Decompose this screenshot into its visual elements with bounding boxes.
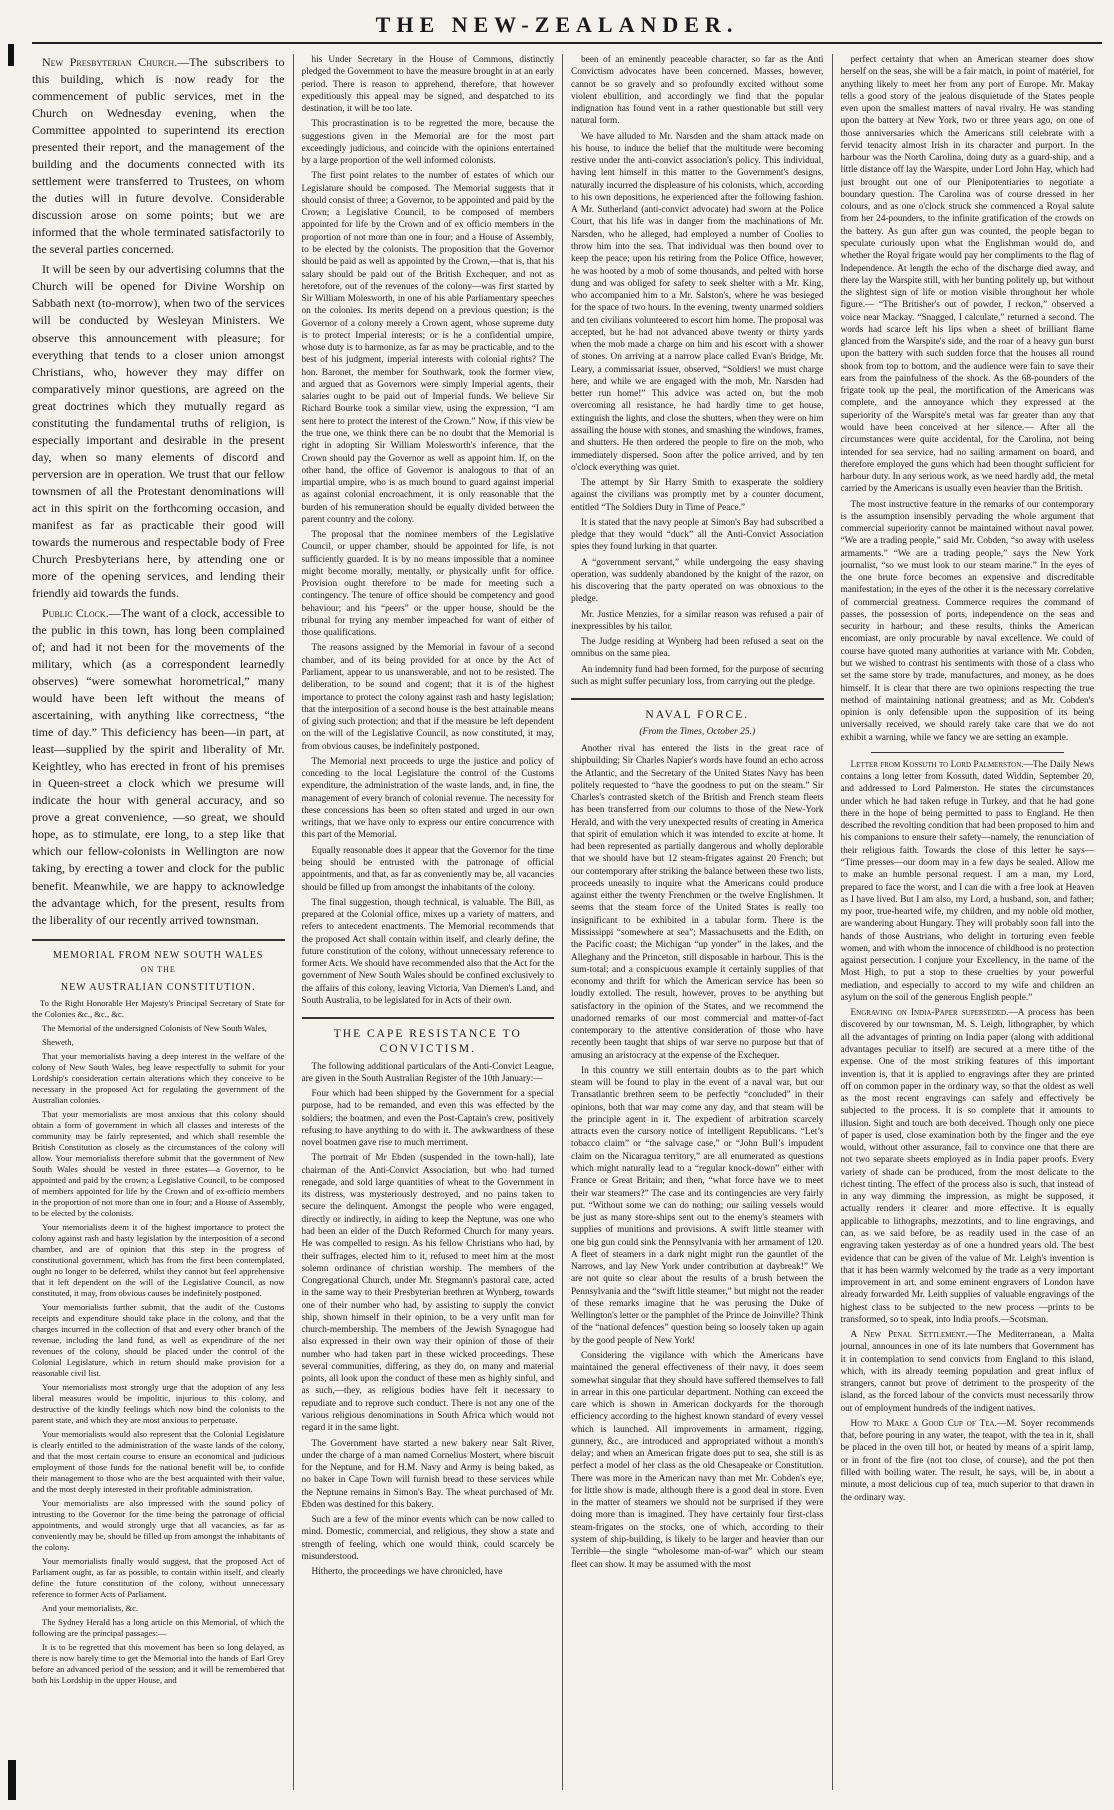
article-paragraph: In this country we still entertain doubts as to the part which steam will be found to play in the event of a naval war, but our Transatlantic brethren seem to be perfectly “concluded” in their opinions, both that war may come any day, and that steam will be the principle agent in it. The expedient of arbitration scarcely attracts even the cursory notice of intelligent Republicans. “Let’s tobacco claim” or “the salvage case,” or “John Bull’s impudent claim on the Nicaragua territory,” are all enumerated as questions which might naturally lead to a “regular knock-down” either with France or Great Britain; and then, “what force have we to meet their war steamers?” The case and its contingencies are very fairly put. “Without some we can do nothing; our sailing vessels would be just as many store-ships sent out to the enemy's steamers with supplies of munitions and provisions. A swift little steamer with one big gun could sink the Pennsylvania with her armament of 120. A fleet of steamers in a dark night might run the gauntlet of the Narrows, and lay New York under contribution at daybreak!” We are not quite so clear about the results of a brush between the Pennsylvania and the “swift little steamer,” but might not the reader of these remarks imagine that he was perusing the Duke of Wellington's letter or the pamphlet of the Prince de Joinville? Think of the “national defences” question being so loosely taken up again by the good people of New York!: [571, 1065, 824, 1346]
section-heading: THE CAPE RESISTANCE TO CONVICTISM.: [333, 1028, 522, 1056]
section-heading: NAVAL FORCE.: [645, 709, 750, 722]
article-paragraph: A “government servant,” while undergoing the easy shaving operation, was suddenly abandoned by the knight of the razor, on his discovering that the party operated on was obnoxious to the pledge.: [571, 557, 824, 605]
article-paragraph: Hitherto, the proceedings we have chronicled, have: [311, 1567, 503, 1578]
article-paragraph: The reasons assigned by the Memorial in favour of a second chamber, and of its being provided for at once by the Act of Parliament, appear to us unanswerable, and not to be resisted. The deliberation, to be sound and cogent; that it is of the highest importance to protect the colony against rash and hasty legislation; that the interposition of a second house is the best attainable means of giving such protection; and that if the measure be left dependent on the will of the Legislative Council, as now constituted, it may, from obvious causes, be indefinitely postponed.: [301, 643, 554, 752]
memorial-paragraph: Your memorialists most strongly urge that the adoption of any less liberal measures would be impolitic, injurious to this colony, and destructive of the kindly feelings which now bind the colonists to the parent state, and which they are most anxious to perpetuate.: [32, 1381, 285, 1425]
article-heading: New Presbyterian Church.: [42, 55, 178, 69]
memorial-paragraph: Your memorialists further submit, that the audit of the Customs receipts and expenditure should take place in the colony, and that the charges incurred in the collection of that and every other branch of the revenue, including the land fund, as well as expenditure of the net revenues of the colony, should be placed under the control of the Colonial Legislature, which in return should make provision for a reasonable civil list.: [32, 1301, 285, 1378]
article-paragraph: Such are a few of the minor events which can be now called to mind. Domestic, commercial, and religious, they show a state and strength of feeling, which one would think, could scarcely be misunderstood.: [301, 1515, 554, 1562]
binding-mark-bottom: [8, 1760, 16, 1800]
article-cup-of-tea: [841, 1418, 1095, 1504]
article-engraving: [841, 1007, 1095, 1326]
article-text: —M. Soyer recommends that, before pouring in any water, the teapot, with the tea in it, shall be placed in the oven till hot, or heated by means of a spirit lamp, or in front of the fire (not too close, of course), and the pot then filled with boiling water. The result, he says, will be, in about a minute, a most delicious cup of tea, much superior to that drawn in the ordinary way.: [840, 1418, 1094, 1503]
article-presbyterian-church: [32, 54, 285, 258]
article-paragraph: been of an eminently peaceable character, so far as the Anti Convictism advocates have been concerned. Masses, however, cannot be so gravely and so profoundly excited without some violent ebullition, and accordingly we find that the popular indignation has found vent in a rather questionable but still very natural form.: [571, 55, 824, 127]
memorial-paragraph: Your memorialists would also represent that the Colonial Legislature is clearly entitled to the administration of the waste lands of the colony, and that the most certain course to ensure an economical and judicious employment of those funds for the national benefit will be, to confide their management to those who are the best acquainted with their value, and the most deeply interested in their profitable administration.: [32, 1428, 285, 1494]
article-text: —The subscribers to this building, which is now ready for the commencement of public services, met in the Church on Wednesday evening, when the Committee appointed to superintend its erection presented their report, and the management of the building and the documents connected with its settlement were transferred to Trustees, on whom the duties will in future devolve. Considerable discussion arose on some points; but we are informed that the whole terminated satisfactorily to the several parties concerned.: [32, 55, 285, 257]
article-text: —The Daily News contains a long letter from Kossuth, dated Widdin, September 20, and addressed to Lord Palmerston. He states the circumstances under which he had taken refuge in Turkey, and that he had gone there in the hope of being permitted to pass to England. He then described the revolting condition that had been proposed to him and his companions to ensure their safety—namely, the renunciation of their religious faith. Towards the close of this letter he says— “Time presses—our doom may in a few days be sealed. Allow me to make an humble personal request. I am a man, my Lord, prepared to face the worst, and I can die with a free look at Heaven as I have lived. But I am also, my Lord, a husband, son, and father; my poor, true-hearted wife, my children, and my noble old mother, are wandering about Hungary. They will probably soon fall into the hands of those Austrians, who delight in torturing even feeble women, and with whom the innocence of childhood is no protection against persecution. I conjure your Excellency, in the name of the Most High, to put a stop to these cruelties by your powerful mediation, and especially to accord to my wife and children an asylum on the soil of the generous English people.”: [840, 759, 1094, 1003]
masthead-rule: [32, 42, 1102, 44]
section-rule: [571, 698, 824, 700]
section-heading: MEMORIAL FROM NEW SOUTH WALES: [53, 949, 264, 961]
article-paragraph: It is stated that the navy people at Simon's Bay had subscribed a pledge that they would “duck” all the Anti-Convict Association spies they found lurking in that quarter.: [571, 517, 824, 553]
memorial-paragraph: Your memorialists are also impressed with the sound policy of intrusting to the Governor for the time being the patronage of official appointments, and would strongly urge that all vacancies, as far as conveniently may be, should be filled up from amongst the inhabitants of the colony.: [32, 1497, 285, 1552]
binding-mark-top: [8, 44, 14, 66]
article-text: —A process has been discovered by our townsman, M. S. Leigh, lithographer, by which all the advantages of printing on India paper (along with additional advantages peculiar to itself) are secured at a mere tithe of the expense. One of the most striking features of this important invention is, that it is applied to engravings after they are printed off on common paper in the ordinary way, so that the oldest as well as the most recent engravings can safely and effectively be subjected to the process. It is so complete that it amounts to illusion. Sight and touch are both deceived. Though only one piece of paper is used, close examination both by the finger and the eye would, without other assurance, fail to convince one that there are not two separate sheets employed as in India paper proofs. Every variety of shade can be produced, from the most delicate to the richest tinting. The effect of the process also is such, that instead of in any way dimming the impression, as might be supposed, it actually renders it clearer and more effective. It is equally applicable to lithographs, mezzotints, and to line engravings, and can, as we said before, be as readily used in the case of an engraving taken yesterday as of one a hundred years old. The best evidence that can be given of the value of Mr. Leigh's invention is that it has been warmly welcomed by the trade as a very important improvement in art, and some eminent engravers of London have already forwarded Mr. Leith supplies of valuable engravings of the highest class to be subjected to the new process —prints to be transformed, so to speak, into India proofs.—Scotsman.: [840, 1008, 1094, 1325]
article-paragraph: The most instructive feature in the remarks of our contemporary is the assumption insensibly pervading the whole argument that commercial superiority cannot be maintained without naval power. “We are a trading people,” said Mr. Cobden, “so away with useless armaments.” “We are a trading people,” says the New York journalist, “so we must look to our steam marine.” In the eyes of the one brute force becomes an expensive and discreditable manifestation; in the eyes of the other it is the necessary correlative of commercial greatness. Commerce requires the command of passes, the possession of ports, independence on the seas and security in harbour; and these results, thinks the American encomiast, are only procurable by naval excellence. We could of course have quoted many authorities at variance with Mr. Cobden, but we wished to contrast his sentiments with those of a class who set the same store by trade, manufactures, and money, as he does himself. It is clear that there are two opinions respecting the true method of maintaining national greatness; and as Mr. Cobden's opinion is only defensible upon the supposition of its being universally received, we should rarely take care that we do not exhibit a warning, while we fancy we are setting an example.: [840, 499, 1094, 743]
article-text: —The want of a clock, accessible to the public in this town, has long been complained of; and had it not been for the movements of the military, which (as a correspondent learnedly observes) “were somewhat horometrical,” many would have been left without the means of ascertaining, with anything like correctness, “the time of day.” This deficiency has been—in part, at least—supplied by the spirit and liberality of Mr. Keightley, who has erected in front of his premises in Queen-street a clock which we presume will indicate the hour with general accuracy, and so prove a great convenience, —so great, we should hope, as to stimulate, ere long, to a step like that which our fellow-colonists in Wellington are now taking, by erecting a tower and clock for the public benefit. Meanwhile, we are happy to acknowledge the advantage which, for the present, results from the liberality of our recently arrived townsman.: [32, 606, 285, 927]
memorial-salutation: Sheweth,: [42, 1036, 74, 1047]
article-paragraph: Considering the vigilance with which the Americans have maintained the general effectiveness of their navy, it does seem somewhat singular that they should have suffered themselves to fall in arrear in this one particular department. Nothing can exceed the care which is shown in American dockyards for the thorough efficiency according to the highest known standard of every vessel which is launched. All improvements in armament, rigging, gunnery, &c., are introduced and appropriated without a month's delay; and when an American frigate does put to sea, she still is as perfect a model of her class as the old Chesapeake or Constitution. There was more in the American navy than met Mr. Cobden's eye, for little show is made, although there is a good deal in store. Even in the matter of steamers we should not be surprised if they were doing more than is imagined. They have certainly four first-class steam-frigates on the stocks, one of which, according to their system of ship-building, is likely to be larger and heavier than our Terrible—the single “wholesome man-of-war” which our steam fleet can show. It may be assumed with the most: [571, 1351, 824, 1570]
article-penal-settlement: [841, 1329, 1095, 1415]
column-2: [302, 54, 564, 1790]
article-paragraph: This procrastination is to be regretted the more, because the suggestions given in the Memorial are for the most part exceedingly judicious, and coincide with the opinions entertained by a large proportion of the well informed colonists.: [301, 119, 554, 167]
memorial-paragraph: Your memorialists finally would suggest, that the proposed Act of Parliament ought, as far as possible, to contain within itself, and clearly define the future constitution of the colony, without unnecessary reference to former Acts of Parliament.: [32, 1555, 285, 1599]
article-paragraph: The Judge residing at Wynberg had been refused a seat on the omnibus on the same plea.: [571, 637, 824, 660]
memorial-paragraph: That your memorialists are most anxious that this colony should obtain a form of government in which all classes and interests of the community may be fairly represented, and which shall resemble the British Constitution as closely as the circumstances of the colony will allow. Your memorialists therefore submit that the government of New South Wales should be vested in three estates—a Governor, to be appointed and paid by the crown; a Legislative Council, to be composed of members appointed for life by the Crown and of ex-officio members in the proportion of not more than one in four; and a House of Assembly, to be elected by the colonists.: [32, 1108, 285, 1218]
article-paragraph: The Memorial next proceeds to urge the justice and policy of conceding to the local Legislature the control of the Customs expenditure, the administration of the waste lands, and, in fine, the management of every branch of colonial revenue. The necessity for these concessions has been so often stated and urged in our own writings, that we have only to express our entire concurrence with this part of the Memorial.: [301, 756, 554, 841]
article-paragraph: Equally reasonable does it appear that the Governor for the time being should be entrusted with the patronage of official appointments, and that, as far as conveniently may be, all vacancies should be filled up from amongst the inhabitants of the colony.: [301, 845, 554, 893]
article-paragraph: his Under Secretary in the House of Commons, distinctly pledged the Government to have the measure brought in at an early period. There is reason to apprehend, therefore, that however expeditiously this appeal may be signed, and despatched to its destination, it will be too late.: [301, 55, 554, 115]
article-paragraph: The portrait of Mr Ebden (suspended in the town-hall), late chairman of the Anti-Convict Association, but who had turned renegade, and sold large quantities of wheat to the Government in its distress, was mysteriously destroyed, and no pains taken to secure the delinquent. Amongst the people who were engaged, directly or indirectly, in aiding to keep the Neptune, was one who had been an elder of the Dutch Reformed Church for many years. He was compelled to resign. As his fellow Christians who had, by their suffrages, elected him to it, refused to meet him at the most solemn ordinance of christian worship. The members of the Congregational Church, under Mr. Stegmann's pastoral care, acted in the same way to their Presbyterian brethren at Wynberg, towards one of their number who had, by assisting to supply the convict ship, shown himself in their opinion, to be a very unfit man for church-membership. The members of the Jewish Synagogue had also expressed in their own way their opinion of those of their number who had taken part in these wicked proceedings. These several communities, differing, as they do, on many and material points, all look upon the conduct of these men as highly sinful, and as such,—they, as religious bodies have felt it necessary to repudiate and to reprove such conduct. There is not any one of the various religious denominations in South Africa which would not regard it in the same light.: [301, 1153, 554, 1434]
article-paragraph: The Government have started a new bakery near Salt River, under the charge of a man named Cornelius Mostert, where biscuit for the Neptune, and for H.M. Navy and Army is being baked, as no baker in Cape Town will furnish bread to these services while the Neptune remains in Simon's Bay. The wheat purchased of Mr. Ebden was destined for this bakery.: [301, 1438, 554, 1510]
masthead: [0, 0, 1114, 46]
herald-paragraph: It is to be regretted that this movement has been so long delayed, as there is now barely time to get the Memorial into the hands of Earl Grey before an advanced period of the session; and it will be remembered that both his Lordship in the upper House, and: [32, 1641, 285, 1685]
newspaper-title: THE NEW-ZEALANDER.: [375, 12, 739, 37]
section-source: (From the Times, October 25.): [639, 727, 756, 738]
section-rule: [302, 1017, 555, 1019]
article-paragraph: Another rival has entered the lists in the great race of shipbuilding; Sir Charles Napier's words have found an echo across the Atlantic, and the Secretary of the United States Navy has been politely requested to “have the goodness to put on the steam.” Sir Charles's contrasted sketch of the British and French steam fleets has been transferred from our columns to those of the New-York Herald, and with the very unexpected results of creating in America that spirit of emulation which it was intended to excite at home. It had been represented as partially dangerous and wholly deplorable that we should have but 12 steam-frigates against 20 French; but our contemporary after striking the balance between these two lists, proceeds uneasily to inquire what the Americans could produce against either the twenty Frenchmen or the twelve Englishmen. It seems that the steam force of the United States is really too insignificant to be exhibited in a tabular form. There is the Mississippi “somewhere at sea”; Massachusetts and the Edith, on the Pacific coast; the Michigan “up yonder” in the lakes, and the Alleghany and the Princeton, still disposable in harbour. This is the sum-total; and a conspicuous example it certainly supplies of that economy and thrift for which the American service has been so loudly extolled. The result, however, proves to be anything but satisfactory in the opinion of the States, and we recommend the unadorned remarks of our most commercial and matter-of-fact contemporary to the attentive consideration of those who have recently been taught that ships of war serve no purpose but that of amusing an aristocracy at the expense of the Exchequer.: [571, 743, 824, 1061]
page-columns: [32, 54, 1102, 1790]
article-heading: How to Make a Good Cup of Tea.: [850, 1418, 997, 1429]
article-paragraph: perfect certainty that when an American steamer does show herself on the seas, she will be a fair match, in point of matériel, for anything likely to meet her from any port of Europe. Mr. Makay tells a good story of the jealous disquietude of the States people even upon the smallest matters of naval rivalry. He was standing upon the battery at New York, two or three years ago, on one of those anniversaries which the Americans still celebrate with a fervid tenacity almost Irish in its character and purport. In the harbour was the North Carolina, doing duty as a guard-ship, and a little distance off lay the Warspite, under Lord John Hay, which had just brought out one of our Plenipotentiaries to negotiate a boundary question. The Carolina was of course dressed in her colours, and as one o'clock struck she commenced a Royal salute from her 24-pounders, to the infinite gratification of the crowds on the battery. As gun after gun was counted, the people began to speculate curiously upon what the Englishman would do, and whether the Royal frigate would pay her compliments to the flag of Independence. At length the echo of the discharge died away, and there lay the Warspite still, with her bunting politely up, but without the slightest sign of life or motion visible throughout her whole figure.— “The Britisher's out of powder, I reckon,” observed a voice near Mackay. “Snagged, I calculate,” returned a second. The words had scarce left his lips when a sheet of brilliant flame glanced from the Warspite's side, and the roar of a heavy gun burst upon the battery with such sudden force that the houses all round shook from top to bottom, and the audience were fain to save their ears from the painfulness of the shock. As the 68-pounders of the frigate took up the peal, the mortification of the Americans was complete, and the annoyance which they expressed at the superiority of the Warspite's metal was far greater than any that would have been conceived at her silence.— After all the circumstances were quite accidental, for the Carolina, not being intended for sea service, had no sailing armament on board, and therefore employed the guns which had been thought sufficient for harbour duty. In any serious work, as we need hardly add, the metal carried by the Americans is usually even heavier than the British.: [840, 55, 1094, 495]
article-heading: Engraving on India-Paper superseded.: [850, 1008, 1009, 1019]
article-paragraph: Four which had been shipped by the Government for a special purpose, had to be remanded, and even this was effected by the soldiers; the boatmen, and even the Post-Captain's crew, positively refusing to have anything to do with it. The awkwardness of these novel boatmen gave rise to much merriment.: [301, 1089, 554, 1149]
article-paragraph: Mr. Justice Menzies, for a similar reason was refused a pair of inexpressibles by his tailor.: [571, 609, 824, 632]
article-paragraph: The attempt by Sir Harry Smith to exasperate the soldiery against the civilians was promptly met by a counter document, entitled “The Soldiers Duty in Time of Peace.”: [571, 478, 824, 513]
memorial-address: To the Right Honorable Her Majesty's Principal Secretary of State for the Colonies &c., &c., &c.: [32, 997, 285, 1019]
article-heading: A New Penal Settlement.: [850, 1330, 968, 1341]
section-rule: [32, 939, 285, 941]
article-paragraph: The final suggestion, though technical, is valuable. The Bill, as prepared at the Colonial office, mixes up a variety of matters, and refers to antecedent enactments. The Memorial recommends that the proposed Act shall contain within itself, and clearly define, the future constitution of the colony, without unnecessary reference to former Acts. We should have recommended also that the Act for the government of New South Wales should be confined exclusively to the affairs of this colony, leaving Victoria, Van Diemen's Land, and South Australia, to be legislated for in Acts of their own.: [301, 897, 554, 1006]
article-kossuth-letter: [841, 759, 1095, 1004]
article-paragraph: An indemnity fund had been formed, for the purpose of securing such as might suffer pecuniary loss, from carrying out the pledge.: [571, 664, 824, 688]
article-paragraph: We have alluded to Mr. Narsden and the sham attack made on his house, to induce the belief that the multitude were becoming restive under the anti-convict association's policy. This individual, having lent himself in this matter to the Government's designs, naturally incurred the displeasure of his colonists, which, according to his own depositions, he experienced after the following fashion. A Mr. Sutherland (anti-convict advocate) had sworn at the Police Court, that his life was in danger from the machinations of Mr. Narsden, who he alleged, had employed a number of Coolies to throw him into the sea. That individual was then bound over to keep the peace; upon his retiring from the Police Office, however, he was hooted by a mob of some thousands, and pelted with horse dung and was obliged for safety to seek shelter with a Mr. King, who accompanied him to a Mr. Salston's, where he was besieged for the space of two hours. In the evening, twenty unarmed soldiers and ten civilians volunteered to escort him home. The proposal was accepted, but he had not advanced above twenty or thirty yards when the mob made a charge on him and his escort with a shower of stones. On arriving at a narrow place called Evan's Bridge, Mr. Leary, a commissariat issuer, observed, “Soldiers! we must charge here, and while we are engaged with the mob, Mr. Narsden had better run home!” This advice was acted on, but the mob overcoming all resistance, he had hardly time to get house, extinguish the lights, and close the shutters, when they were on him assailing the house with stones, and smashing the windows, frames, and shutters. He then ordered the people to fire on the mob, who immediately dispersed. Soon after the police arrived, and by ten o'clock everything was quiet.: [571, 131, 824, 473]
column-1: [32, 54, 294, 1790]
article-heading: Public Clock.: [42, 606, 109, 620]
memorial-closing: And your memorialists, &c.: [42, 1602, 139, 1613]
memorial-paragraph: Your memorialists deem it of the highest importance to protect the colony against rash and hasty legislation by the interposition of a second chamber, and are of opinion that this step in the progress of constitutional government, which has from the first been contemplated, ought no longer to be deferred, whilst they cannot but feel apprehensive that it left dependent on the will of the Legislative Council, as now constituted, it may, from obvious causes be indefinitely postponed.: [32, 1221, 285, 1298]
article-public-clock: [32, 605, 285, 929]
article-paragraph: The first point relates to the number of estates of which our Legislature should be composed. The Memorial suggests that it should consist of three; a Governor, to be appointed and paid by the Crown; a Legislative Council, to be composed of members appointed for life by the Crown and of ex officio members in the proportion of not more than one in four; and a House of Assembly, to be elected by the colonists. The proposition that the Governor should be paid as well as appointed by the Crown,—that is, that his salary should be paid out of the British Exchequer, and not as heretofore, out of the revenues of the colony—was first started by Sir William Molesworth, in one of his able Parliamentary speeches on the colonies. Its merits depend on a previous question; is the Governor of a colony merely a Crown agent, whose supreme duty is to protect Imperial interests; or is he a confidential umpire, whose duty is to harmonize, as far as may be practicable, and to the best of his judgment, imperial interests with colonial rights? The hon. Baronet, the member for Southwark, took the former view, and argued that as Governors were simply Imperial agents, their salaries ought to be paid out of Imperial funds. We believe Sir Richard Bourke took a similar view, using the expression, “I am sent here to protect the interest of the Crown.” Now, if this view be the true one, we think there can be no doubt that the Memorial is right in adopting Sir William Molesworth's inference, that the Crown should pay the Governor as well as appoint him. If, on the other hand, the office of Governor is analogous to that of an impartial umpire, who is as much bound to guard against imperial as against colonial encroachment, it is only reasonable that the burden of his remuneration should be equally divided between the parent country and the colony.: [301, 171, 554, 525]
herald-note: The Sydney Herald has a long article on this Memorial, of which the following are the principal passages:—: [32, 1616, 285, 1638]
article-text: —The Mediterranean, a Malta journal, announces in one of its late numbers that Government has it in contemplation to send convicts from England to this island, which, with its already teeming population and great influx of strangers, cannot but prove of detriment to the prosperity of the island, as the forced labour of the convicts must necessarily throw out of employment hundreds of the indigent natives.: [840, 1330, 1094, 1414]
section-heading: NEW AUSTRALIAN CONSTITUTION.: [60, 982, 256, 994]
article-separator: [871, 752, 1065, 753]
section-heading-connector: ON THE: [140, 964, 176, 974]
article-paragraph: The proposal that the nominee members of the Legislative Council, or upper chamber, should be appointed for life, is not sufficiently guarded. It is by no means impossible that a nominee might become morally, mentally, or physically unfit for office. Provision ought therefore to be made for meeting such a contingency. The tenure of office should be competency and good behaviour; and his “peers” or the upper house, should be the tribunal for trying any member impeached for want of either of those qualifications.: [301, 530, 554, 639]
column-3: [571, 54, 833, 1790]
memorial-paragraph: That your memorialists having a deep interest in the welfare of the colony of New South Wales, beg leave respectfully to submit for your Lordship's consideration certain alterations which they conceive to be necessary in the proposed Act for regulating the government of the Australian colonies.: [32, 1050, 285, 1105]
article-paragraph: The following additional particulars of the Anti-Convict League, are given in the South Australian Register of the 10th January:—: [301, 1061, 554, 1084]
column-4: [841, 54, 1103, 1790]
memorial-address: The Memorial of the undersigned Colonists of New South Wales,: [42, 1022, 267, 1033]
article-heading: Letter from Kossuth to Lord Palmerston.: [850, 759, 1024, 770]
article-paragraph: It will be seen by our advertising columns that the Church will be opened for Divine Worship on Sabbath next (to-morrow), when two of the services will be conducted by Wesleyan Ministers. We observe this announcement with pleasure; for everything that tends to a closer union amongst Christians, who, however they may differ on comparatively minor questions, are agreed on the great doctrines which they mutually regard as constituting the fundamental truths of religion, is especially important and desirable in the present day, when so many elements of discord and perversion are in operation. We trust that our fellow townsmen of all the Protestant denominations will act in this spirit on the forthcoming occasion, and manifest as far as practicable their good will towards the numerous and respectable body of Free Church Presbyterians here, by attending one or more of the opening services, and lending their friendly aid towards the funds.: [32, 262, 285, 600]
